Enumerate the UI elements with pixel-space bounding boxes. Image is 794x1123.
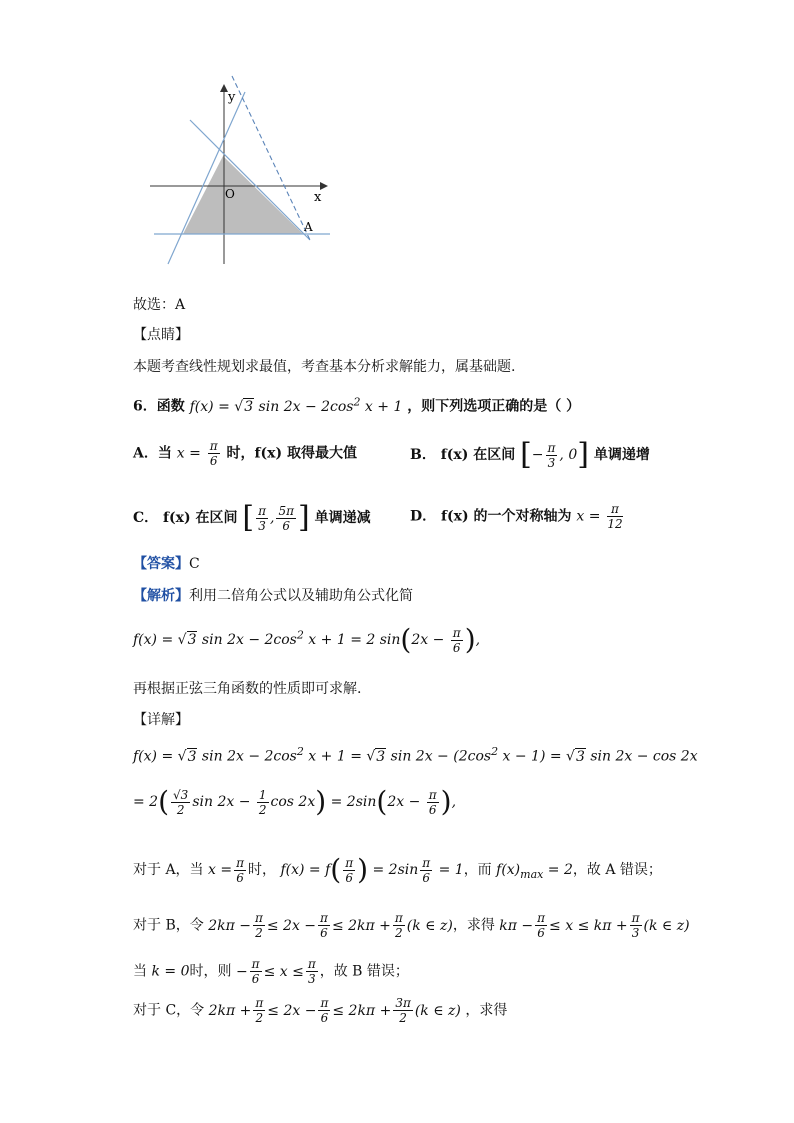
shaded-region bbox=[183, 156, 303, 234]
frac-den: 6 bbox=[209, 454, 218, 468]
origin-label: O bbox=[225, 187, 235, 201]
answer-value: C bbox=[189, 556, 200, 572]
option-c-label: C． f(x) 在区间 bbox=[133, 510, 238, 526]
x-axis-arrow bbox=[320, 182, 328, 190]
analysis-row bbox=[133, 589, 413, 603]
question-tail: ，则下列选项正确的是（ ） bbox=[407, 398, 581, 415]
analysis-label: 【解析】 bbox=[133, 588, 189, 604]
judge-a: 对于 A，当 x = $\frac{\pi}{6}$ 时， f(x) = f( $\frac{\pi}{6}$ ) = 2sin $\frac{\pi}{6}$ = 1，而 $f(x)_{max} = 2$，故 A 错误； bbox=[133, 853, 662, 886]
judge-b: 对于 B，令 2kπ − $\frac{\pi}{2}$ ≤ 2x − $\frac{\pi}{6}$ ≤ 2kπ + $\frac{\pi}{2}$ (k ∈ z)，求得 kπ − $\frac{\pi}{6}$ ≤ x ≤ kπ + $\frac{\pi}{3}$ (k ∈ z) bbox=[133, 911, 690, 940]
judge-b2-prefix: 当 bbox=[133, 963, 147, 980]
frac-den: 3 bbox=[258, 518, 266, 533]
frac-num: π bbox=[258, 503, 266, 518]
frac-num: π bbox=[607, 503, 622, 517]
judge-b-mid: ，求得 bbox=[452, 917, 495, 934]
y-axis-arrow bbox=[220, 84, 228, 92]
dianjing-text: 本题考查线性规划求最值，考查基本分析求解能力，属基础题. bbox=[133, 359, 516, 375]
option-c-text: 单调递减 bbox=[314, 510, 371, 526]
frac-den: 12 bbox=[607, 517, 623, 531]
option-b-text: 单调递增 bbox=[593, 447, 650, 463]
judge-b2-mid: 时，则 bbox=[189, 963, 232, 980]
option-a: A．当 x = $\frac{\pi}{6}$ 时，f(x) 取得最大值 bbox=[133, 439, 357, 468]
y-axis-label: y bbox=[228, 90, 236, 105]
question-formula: f(x) = √3 $\sin 2x - 2\cos^2$ x + 1 bbox=[189, 395, 403, 415]
frac-num: π bbox=[547, 440, 556, 455]
answer-row bbox=[133, 557, 200, 571]
answer-label: 【答案】 bbox=[133, 556, 189, 572]
x-axis-label: x bbox=[314, 190, 322, 205]
analysis-text: 利用二倍角公式以及辅助角公式化简 bbox=[189, 588, 413, 604]
detail-formula-2: = 2( $\frac{√3}{2}$ sin 2x − $\frac{1}{2}$ cos 2x) = 2sin(2x − $\frac{\pi}{6}$ ), bbox=[133, 785, 457, 818]
frac-den: 6 bbox=[282, 518, 291, 533]
judge-b2-tail: ，故 B 错误； bbox=[319, 963, 409, 980]
judge-c: 对于 C，令 2kπ + $\frac{\pi}{2}$ ≤ 2x − $\frac{\pi}{6}$ ≤ 2kπ + $\frac{3\pi}{2}$ (k ∈ z) ，求得 bbox=[133, 996, 508, 1025]
judge-b2: 当 k = 0时，则 − $\frac{\pi}{6}$ ≤ x ≤ $\frac{\pi}{3}$ ，故 B 错误； bbox=[133, 957, 409, 986]
option-a-label: A．当 bbox=[133, 445, 172, 462]
option-d: D． f(x) 的一个对称轴为 x = $\frac{\pi}{12}$ bbox=[410, 502, 623, 531]
question-6 bbox=[133, 396, 580, 414]
option-b: B． f(x) 在区间 [− $\frac{\pi}{3}$ , 0] 单调递增 bbox=[410, 437, 650, 472]
option-d-label: D． f(x) 的一个对称轴为 bbox=[410, 508, 572, 525]
option-b-label: B． f(x) 在区间 bbox=[410, 447, 516, 463]
judge-a-prefix: 对于 A，当 bbox=[133, 862, 204, 878]
frac-den: 3 bbox=[547, 455, 556, 470]
dianjing-heading: 【点睛】 bbox=[133, 327, 189, 343]
frac-num: 5π bbox=[278, 503, 294, 518]
option-a-text: 时，f(x) 取得最大值 bbox=[226, 445, 357, 462]
judge-b-prefix: 对于 B，令 bbox=[133, 917, 204, 934]
answer-line: 故选：A bbox=[133, 297, 186, 313]
option-c: C． f(x) 在区间 [ $\frac{\pi}{3}$ , $\frac{5\pi}{6}$ ] 单调递减 bbox=[133, 500, 371, 535]
detail-formula-1: f(x) = √3 $\sin 2x - 2\cos^2$ x + 1 = √3 $\sin 2x - (2\cos^2$ x − 1) = √3 sin 2x − cos 2x bbox=[133, 745, 698, 765]
analysis-formula: f(x) = √3 $\sin 2x - 2\cos^2$ x + 1 = 2 sin(2x − $\frac{\pi}{6}$ ), bbox=[133, 623, 481, 656]
point-a-label: A bbox=[304, 220, 313, 234]
judge-c-prefix: 对于 C，令 bbox=[133, 1002, 205, 1019]
detail-heading: 【详解】 bbox=[133, 712, 189, 728]
analysis-after: 再根据正弦三角函数的性质即可求解. bbox=[133, 681, 362, 697]
question-number: 6．函数 bbox=[133, 398, 185, 415]
judge-a-tail: ，故 A 错误； bbox=[572, 862, 662, 878]
feasible-region-figure bbox=[140, 70, 340, 270]
frac-num: π bbox=[209, 439, 218, 453]
judge-c-tail: ，求得 bbox=[465, 1002, 508, 1019]
